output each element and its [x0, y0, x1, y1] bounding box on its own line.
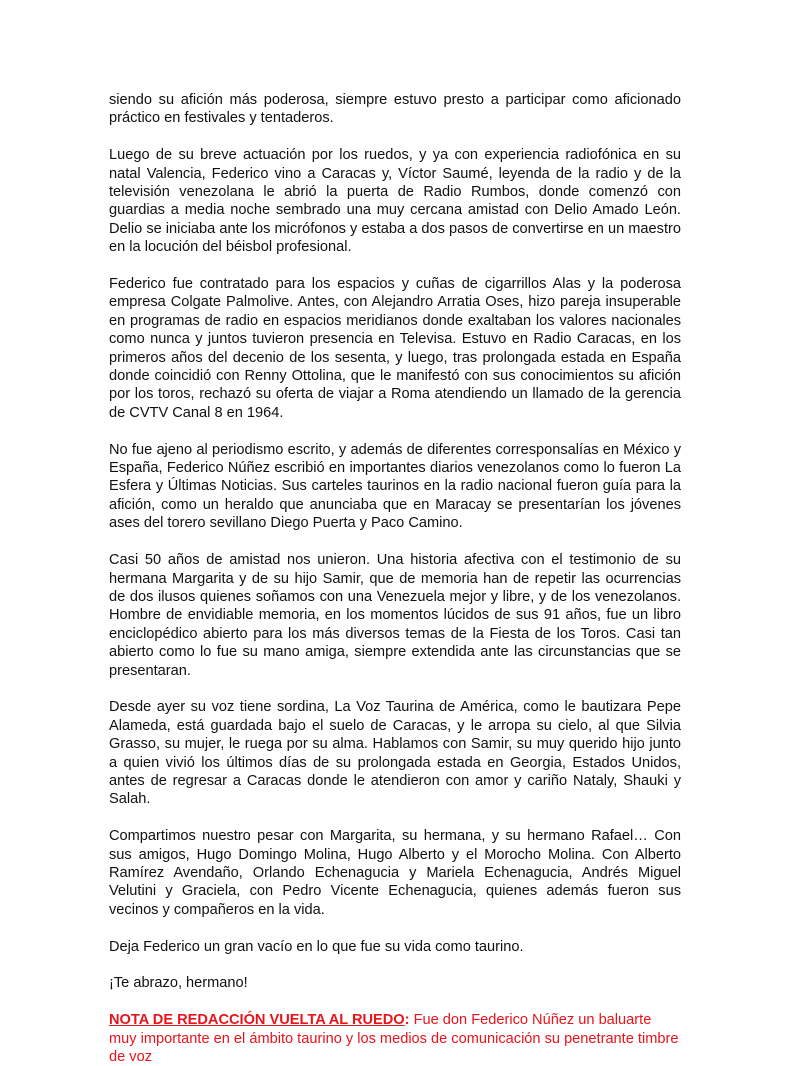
paragraph-te-abrazo: ¡Te abrazo, hermano! [109, 975, 248, 992]
paragraph-radio-rumbos: Luego de su breve actuación por los ruedos, y ya con experiencia radiofónica en su natal Valencia, Federico vino a Caracas y, Víctor Saumé, leyenda de la radio y de la televisión venezolana le abrió la puerta de Radio Rumbos, donde comenzó con guardias a media noche sembrado una muy cercana amistad con Delio Amado León. Delio se iniciaba ante los micrófonos y estaba a dos pasos de convertirse en un maestro en la locución del béisbol profesional. [109, 147, 681, 256]
editorial-note [109, 1011, 681, 1066]
editorial-note-colon: : [404, 1012, 410, 1029]
paragraph-deja-federico: Deja Federico un gran vacío en lo que fue su vida como taurino. [109, 938, 524, 955]
paragraph-periodismo-escrito: No fue ajeno al periodismo escrito, y además de diferentes corresponsalías en México y España, Federico Núñez escribió en importantes diarios venezolanos como lo fueron La Esfera y Últimas Noticias. Sus carteles taurinos en la radio nacional fueron guía para la afición, como un heraldo que anunciaba que en Maracay se presentarían los jóvenes ases del torero sevillano Diego Puerta y Paco Camino. [109, 441, 681, 532]
editorial-note-label: NOTA DE REDACCIÓN VUELTA AL RUEDO [109, 1012, 405, 1029]
paragraph-compartimos: Compartimos nuestro pesar con Margarita, su hermana, y su hermano Rafael… Con sus amigos, Hugo Domingo Molina, Hugo Alberto y el Morocho Molina. Con Alberto Ramírez Avendaño, Orlando Echenagucia y Mariela Echenagucia, Andrés Miguel Velutini y Graciela, con Pedro Vicente Echenagucia, quienes además fueron sus vecinos y compañeros en la vida. [109, 828, 681, 918]
document-page [109, 91, 681, 1066]
paragraph-colgate-palmolive: Federico fue contratado para los espacios y cuñas de cigarrillos Alas y la poderosa empresa Colgate Palmolive. Antes, con Alejandro Arratia Oses, hizo pareja insuperable en programas de radio en espacios meridianos donde exaltaban los valores nacionales como nunca y juntos tuvieron presencia en Televisa. Estuvo en Radio Caracas, en los primeros años del decenio de los sesenta, y luego, tras prolongada estada en España donde coincidió con Renny Ottolina, que le manifestó con sus conocimientos su afición por los toros, rechazó su oferta de viajar a Roma atendiendo un llamado de la gerencia de CVTV Canal 8 en 1964. [109, 276, 681, 421]
paragraph-amistad: Casi 50 años de amistad nos unieron. Una historia afectiva con el testimonio de su hermana Margarita y de su hijo Samir, que de memoria han de repetir las ocurrencias de dos ilusos quienes soñamos con una Venezuela mejor y libre, y de los venezolanos. Hombre de envidiable memoria, en los momentos lúcidos de sus 91 años, fue un libro enciclopédico abierto para los más diversos temas de la Fiesta de los Toros. Casi tan abierto como lo fue su mano amiga, siempre extendida ante las circunstancias que se presentaran. [109, 552, 681, 679]
editorial-note-text: Fue don Federico Núñez un baluarte muy importante en el ámbito taurino y los medios de comunicación su penetrante timbre de voz [109, 1012, 679, 1065]
paragraph-aficion: siendo su afición más poderosa, siempre estuvo presto a participar como aficionado práctico en festivales y tentaderos. [109, 92, 681, 127]
paragraph-voz-taurina: Desde ayer su voz tiene sordina, La Voz Taurina de América, como le bautizara Pepe Alameda, está guardada bajo el suelo de Caracas, y le arropa su cielo, al que Silvia Grasso, su mujer, le ruega por su alma. Hablamos con Samir, su muy querido hijo junto a quien vivió los últimos días de su prolongada estada en Georgia, Estados Unidos, antes de regresar a Caracas donde le atendieron con amor y cariño Nataly, Shauki y Salah. [109, 699, 681, 808]
